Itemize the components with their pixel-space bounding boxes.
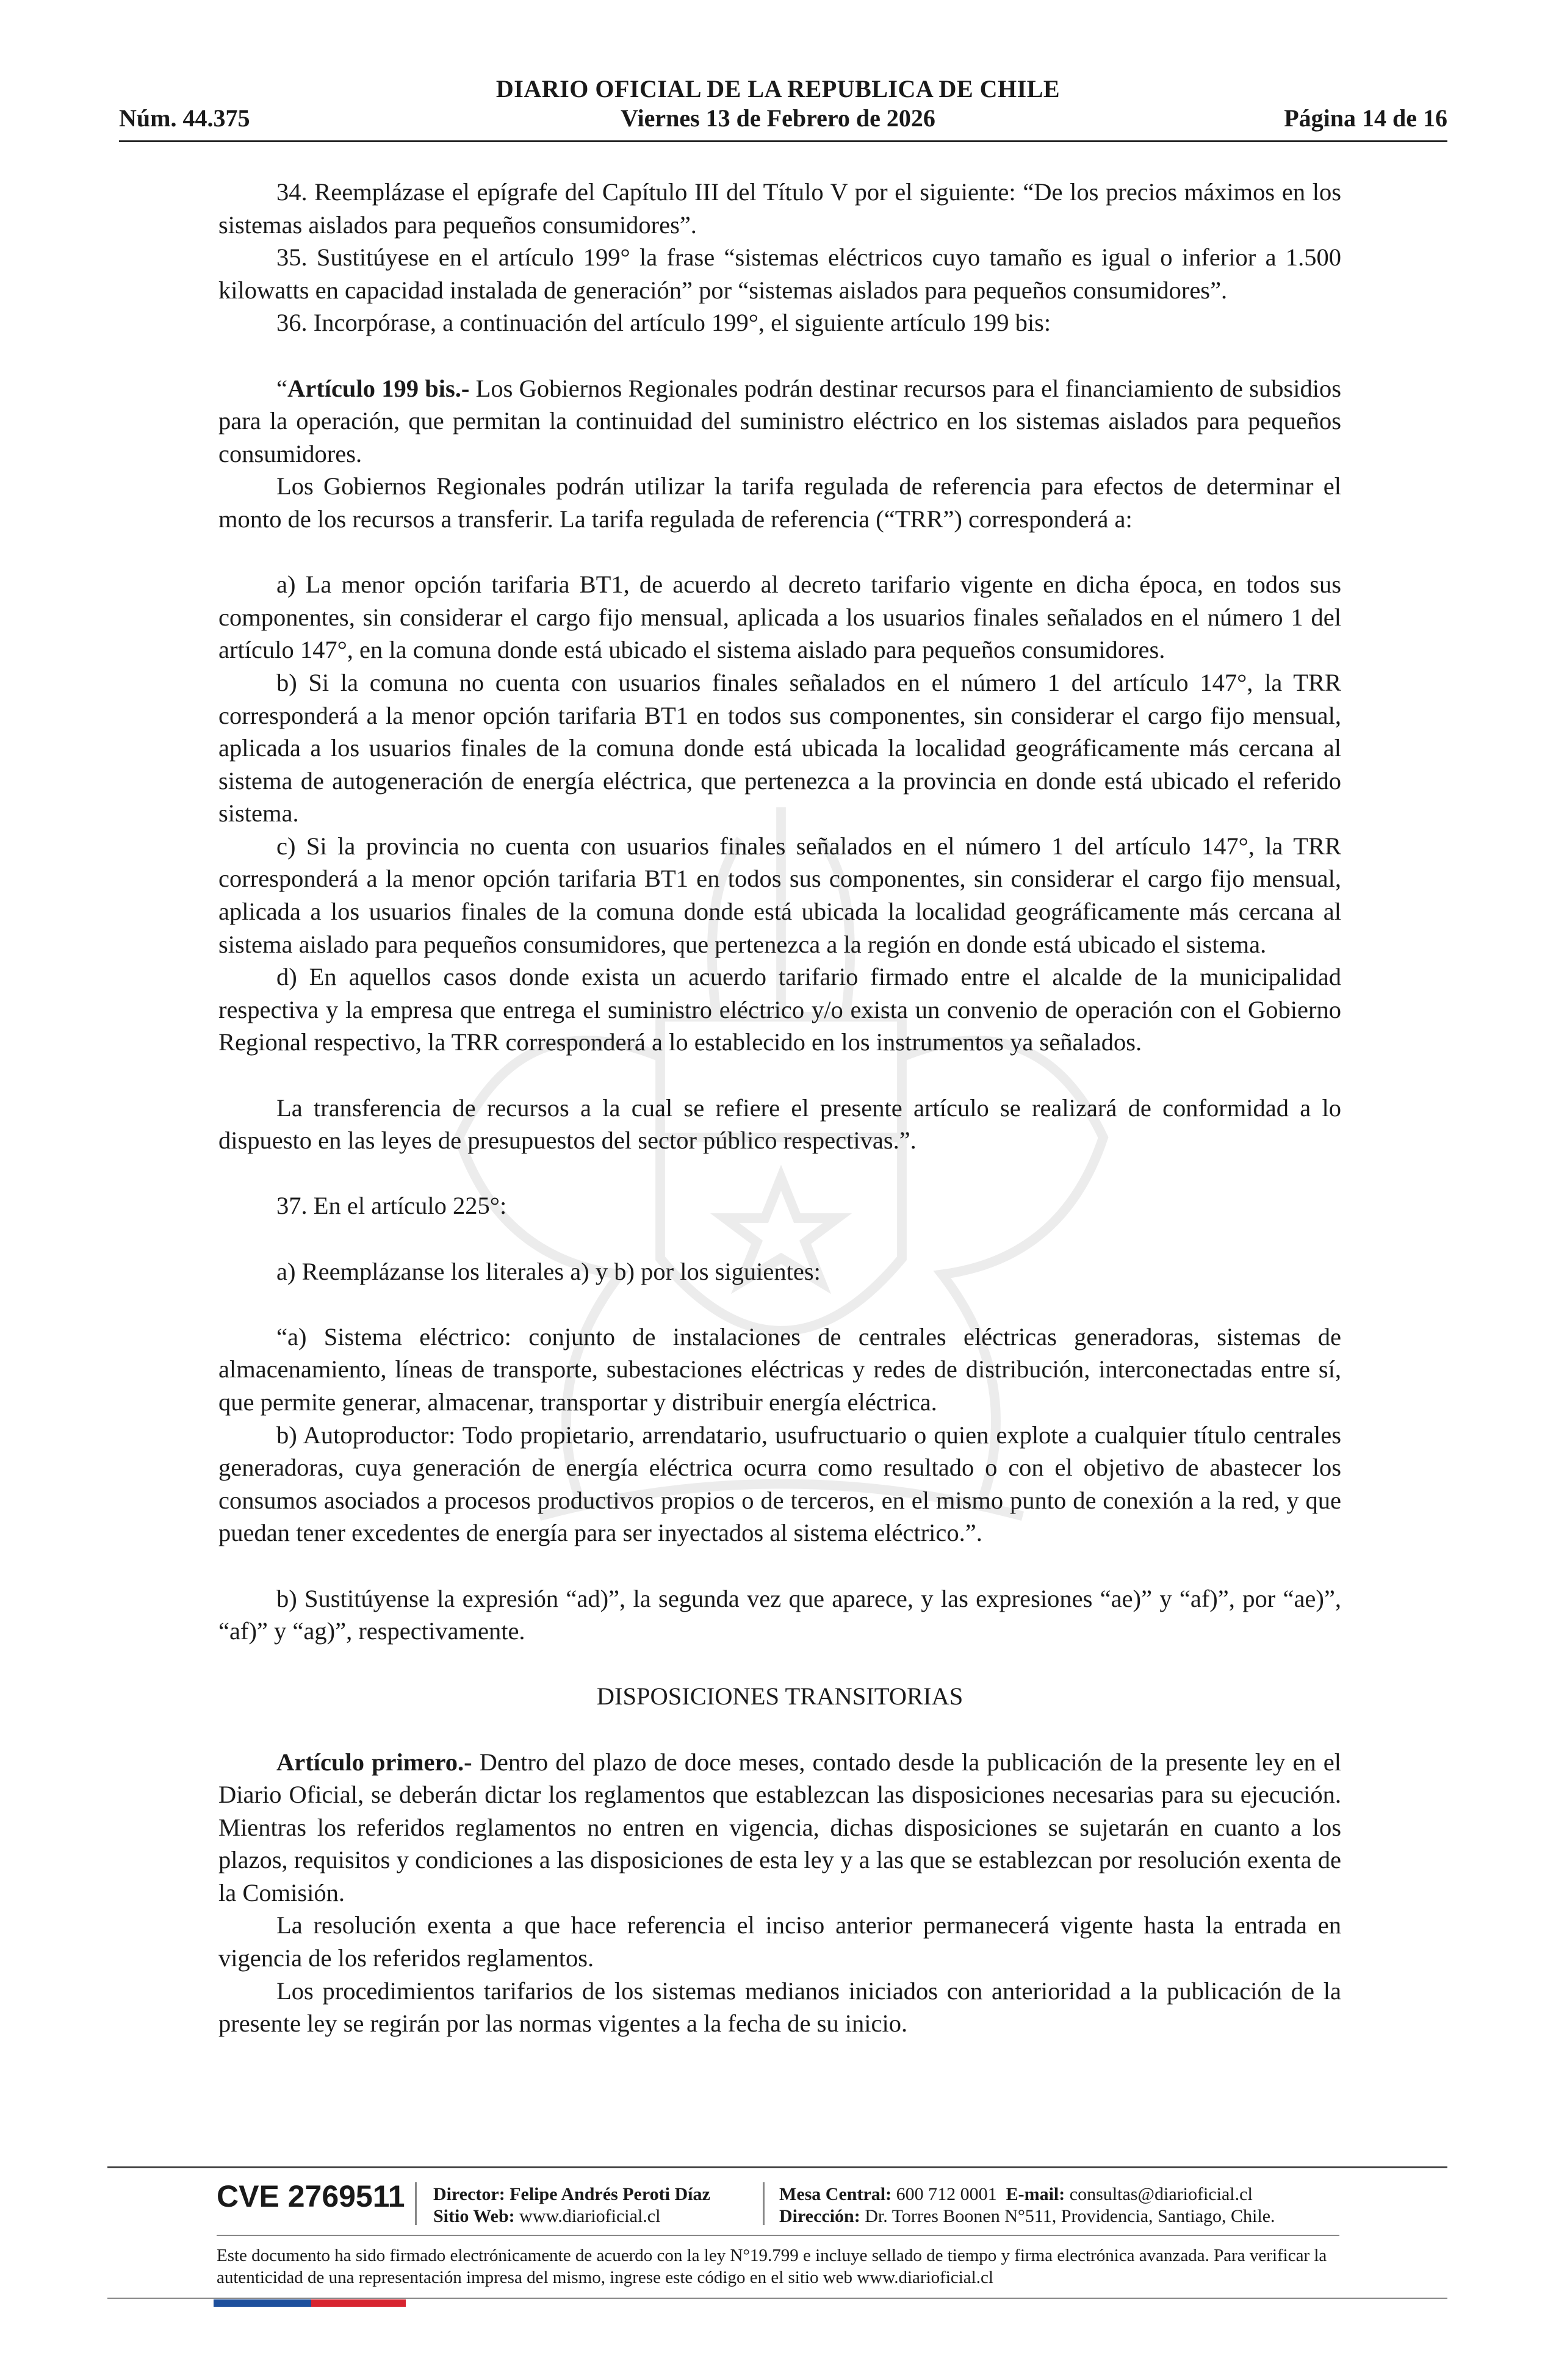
article-primero-label: Artículo primero.- xyxy=(276,1748,472,1776)
header-divider xyxy=(119,140,1447,142)
definition-a: “a) Sistema eléctrico: conjunto de instalaciones de centrales eléctricas generadoras, sistemas de almacenamiento, líneas de transporte, subestaciones eléctricas y redes de distribución, interconectadas entre sí, que permite generar, almacenar, transportar y distribuir energía eléctrica. xyxy=(218,1322,1341,1416)
literal-d: d) En aquellos casos donde exista un acuerdo tarifario firmado entre el alcalde de la municipalidad respectiva y la empresa que entrega el suministro eléctrico y/o exista un convenio de operación con el Gobierno Regional respectivo, la TRR corresponderá a lo establecido en los instrumentos ya señalados. xyxy=(218,963,1341,1056)
article-199-bis-paragraph-2: Los Gobiernos Regionales podrán utilizar la tarifa regulada de referencia para efectos de determinar el monto de los recursos a transferir. La tarifa regulada de referencia (“TRR”) corresponderá a: xyxy=(218,472,1341,533)
article-primero-paragraph-2: La resolución exenta a que hace referencia el inciso anterior permanecerá vigente hasta la entrada en vigencia de los referidos reglamentos. xyxy=(218,1911,1341,1972)
transitorias-heading: DISPOSICIONES TRANSITORIAS xyxy=(596,1682,963,1711)
mesa-central-label: Mesa Central: xyxy=(779,2184,892,2204)
paragraph-37: 37. En el artículo 225°: xyxy=(276,1192,507,1220)
footer-separator xyxy=(763,2182,765,2225)
footer-contact-block xyxy=(779,2183,1275,2227)
flag-stripe-blue xyxy=(214,2299,311,2307)
paragraph-34: 34. Reemplázase el epígrafe del Capítulo III del Título V por el siguiente: “De los precios máximos en los sistemas aislados para pequeños consumidores”. xyxy=(218,178,1341,239)
article-199-bis-text: Los Gobiernos Regionales podrán destinar recursos para el financiamiento de subsidios para la operación, que permitan la continuidad del suministro eléctrico en los sistemas aislados para pequeños consumidores. xyxy=(218,374,1341,467)
mesa-central-phone: 600 712 0001 xyxy=(896,2184,997,2204)
document-body xyxy=(218,176,1341,2040)
footer-separator xyxy=(415,2182,417,2225)
paragraph-37-a: a) Reemplázanse los literales a) y b) por los siguientes: xyxy=(276,1257,821,1285)
address-label: Dirección: xyxy=(779,2206,860,2226)
article-primero xyxy=(218,1746,1341,1909)
literal-b: b) Si la comuna no cuenta con usuarios finales señalados en el número 1 del artículo 147°, la TRR corresponderá a la menor opción tarifaria BT1 en todos sus componentes, sin considerar el cargo fijo mensual, aplicada a los usuarios finales de la comuna donde está ubicada la localidad geográficamente más cercana al sistema de autogeneración de energía eléctrica, que pertenezca a la provincia en donde está ubicado el referido sistema. xyxy=(218,668,1341,828)
transfer-paragraph: La transferencia de recursos a la cual se refiere el presente artículo se realizará de conformidad a lo dispuesto en las leyes de presupuestos del sector público respectivas.”. xyxy=(218,1094,1341,1155)
definition-b: b) Autoproductor: Todo propietario, arrendatario, usufructuario o quien explote a cualquier título centrales generadoras, cuya generación de energía eléctrica ocurra como resultado o con el objetivo de abastecer los consumos asociados a procesos productivos propios o de terceros, en el mismo punto de conexión a la red, y que puedan tener excedentes de energía para ser inyectados al sistema eléctrico.”. xyxy=(218,1421,1341,1547)
flag-stripe-red xyxy=(311,2299,406,2307)
cve-code: CVE 2769511 xyxy=(217,2179,405,2213)
article-199-bis-label: Artículo 199 bis.- xyxy=(287,374,470,402)
literal-a: a) La menor opción tarifaria BT1, de acuerdo al decreto tarifario vigente en dicha época, en todos sus componentes, sin considerar el cargo fijo mensual, aplicada a los usuarios finales señalados en el número 1 del artículo 147°, en la comuna donde está ubicado el sistema aislado para pequeños consumidores. xyxy=(218,571,1341,664)
footer-director-block xyxy=(433,2183,710,2227)
article-199-bis xyxy=(218,372,1341,471)
electronic-signature-notice: Este documento ha sido firmado electrónicamente de acuerdo con la ley N°19.799 e incluye sellado de tiempo y firma electrónica avanzada. Para verificar la autenticidad de una representación impresa del mismo, ingrese este código en el sitio web www.diarioficial.cl xyxy=(217,2246,1327,2287)
director-name: Felipe Andrés Peroti Díaz xyxy=(510,2184,710,2204)
opening-quote: “ xyxy=(276,374,287,402)
footer-divider-middle xyxy=(217,2235,1339,2236)
article-primero-paragraph-3: Los procedimientos tarifarios de los sistemas medianos iniciados con anterioridad a la publicación de la presente ley se regirán por las normas vigentes a la fecha de su inicio. xyxy=(218,1977,1341,2038)
footer-divider-bottom xyxy=(107,2298,1447,2299)
director-label: Director: xyxy=(433,2184,505,2204)
email-link[interactable]: consultas@diarioficial.cl xyxy=(1069,2184,1253,2204)
newspaper-title: DIARIO OFICIAL DE LA REPUBLICA DE CHILE xyxy=(495,75,1061,103)
paragraph-37-b: b) Sustitúyense la expresión “ad)”, la segunda vez que aparece, y las expresiones “ae)” y “af)”, por “ae)”, “af)” y “ag)”, respectivamente. xyxy=(218,1584,1341,1645)
website-label: Sitio Web: xyxy=(433,2206,515,2226)
publication-date: Viernes 13 de Febrero de 2026 xyxy=(621,104,935,132)
email-label: E-mail: xyxy=(1006,2184,1065,2204)
page-number: Página 14 de 16 xyxy=(1284,104,1447,132)
address-value: Dr. Torres Boonen N°511, Providencia, Santiago, Chile. xyxy=(865,2206,1275,2226)
issue-number: Núm. 44.375 xyxy=(119,104,250,132)
article-primero-text: Dentro del plazo de doce meses, contado desde la publicación de la presente ley en el Diario Oficial, se deberán dictar los reglamentos que establezcan las disposiciones necesarias para su ejecución. Mientras los referidos reglamentos no entren en vigencia, dichas disposiciones se sujetarán en cuanto a los plazos, requisitos y condiciones a las disposiciones de esta ley y a las que se establezcan por resolución exenta de la Comisión. xyxy=(218,1748,1341,1906)
footer-divider-top xyxy=(107,2166,1447,2168)
literal-c: c) Si la provincia no cuenta con usuarios finales señalados en el número 1 del artículo 147°, la TRR corresponderá a la menor opción tarifaria BT1 en todos sus componentes, sin considerar el cargo fijo mensual, aplicada a los usuarios finales de la comuna donde está ubicada la localidad geográficamente más cercana al sistema aislado para pequeños consumidores, que pertenezca a la región en donde está ubicado el sistema. xyxy=(218,832,1341,958)
website-link[interactable]: www.diarioficial.cl xyxy=(519,2206,661,2226)
paragraph-35: 35. Sustitúyese en el artículo 199° la frase “sistemas eléctricos cuyo tamaño es igual o inferior a 1.500 kilowatts en capacidad instalada de generación” por “sistemas aislados para pequeños consumidores”. xyxy=(218,243,1341,304)
paragraph-36: 36. Incorpórase, a continuación del artículo 199°, el siguiente artículo 199 bis: xyxy=(276,309,1051,337)
